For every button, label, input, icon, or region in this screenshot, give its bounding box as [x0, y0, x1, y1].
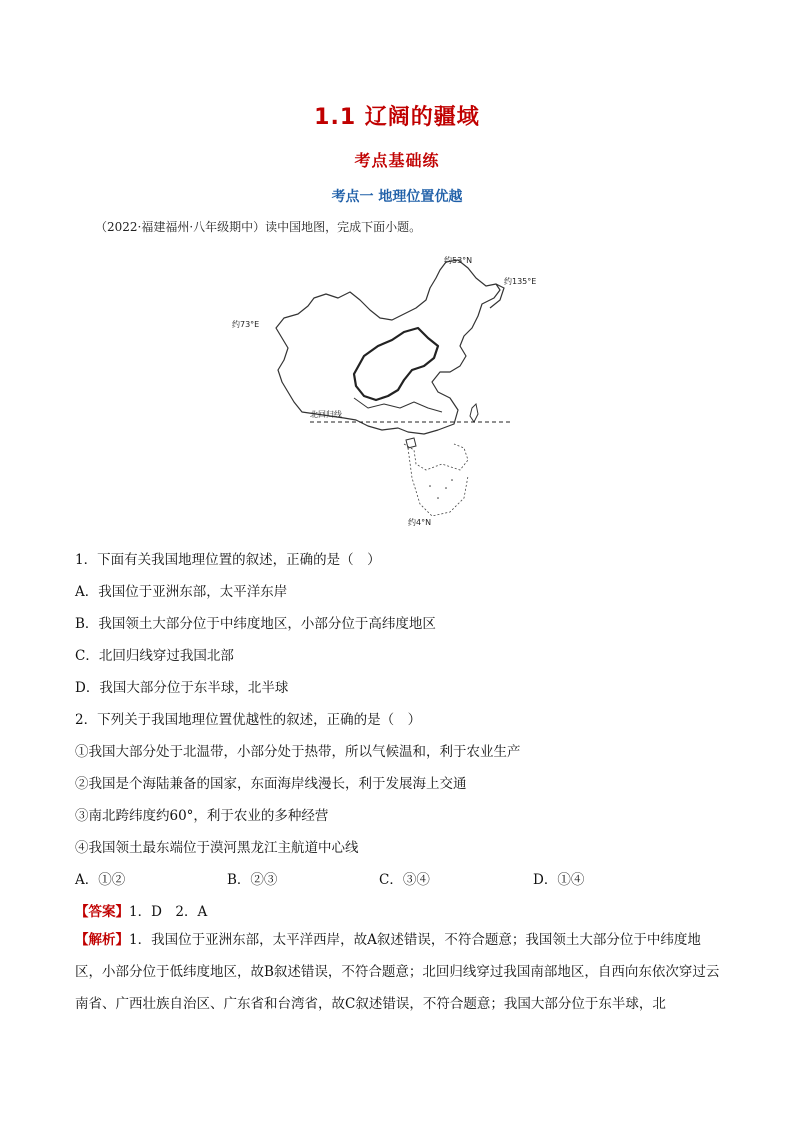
- q1-option-c: C．北回归线穿过我国北部: [75, 648, 234, 664]
- section-heading: 考点一 地理位置优越: [331, 189, 463, 205]
- map-label-south: 约4°N: [408, 518, 432, 527]
- analysis-text: 1．我国位于亚洲东部，太平洋西岸，故A叙述错误，不符合题意；我国领土大部分位于中纬度地区，小部分位于低纬度地区，故B叙述错误，不符合题意；北回归线穿过我国南部地区，自西向东依次穿过云南省、广西壮族自治区、广东省和台湾省，故C叙述错误，不符合题意；我国大部分位于东半球，北: [75, 932, 720, 1012]
- q2-statement-1: ①我国大部分处于北温带，小部分处于热带，所以气候温和，利于农业生产: [75, 744, 521, 760]
- q2-statement-2: ②我国是个海陆兼备的国家，东面海岸线漫长，利于发展海上交通: [75, 776, 467, 792]
- south-sea-area: [404, 444, 468, 470]
- analysis-paragraph: [75, 924, 725, 1020]
- china-outline-map: [228, 248, 548, 533]
- q2-option-a: A．①②: [75, 872, 126, 888]
- q2-option-b: B．②③: [227, 872, 278, 888]
- page-subtitle: 考点基础练: [354, 151, 440, 170]
- q1-stem: 1．下面有关我国地理位置的叙述，正确的是（ ）: [75, 552, 381, 568]
- page-title: 1.1 辽阔的疆域: [314, 105, 480, 130]
- analysis-tag: 【解析】: [75, 932, 129, 948]
- q1-option-a: A．我国位于亚洲东部，太平洋东岸: [75, 584, 288, 600]
- river-line: [354, 398, 442, 412]
- q2-option-c: C．③④: [379, 872, 430, 888]
- q2-stem: 2．下列关于我国地理位置优越性的叙述，正确的是（ ）: [75, 712, 422, 728]
- q1-option-d: D．我国大部分位于东半球，北半球: [75, 680, 289, 696]
- map-label-east: 约135°E: [504, 277, 537, 286]
- country-border: [276, 260, 500, 434]
- q2-statement-4: ④我国领土最东端位于漠河黑龙江主航道中心线: [75, 840, 359, 856]
- taiwan-island: [470, 404, 478, 422]
- question-intro: （2022·福建福州·八年级期中）读中国地图，完成下面小题。: [95, 220, 422, 234]
- east-coast: [490, 284, 504, 308]
- south-sea-border: [408, 448, 468, 516]
- map-label-tropic: 北回归线: [310, 410, 342, 419]
- q2-statement-3: ③南北跨纬度约60°，利于农业的多种经营: [75, 808, 329, 824]
- answer-tag: 【答案】: [75, 904, 129, 920]
- map-label-north: 约53°N: [444, 256, 473, 265]
- map-label-west: 约73°E: [232, 320, 260, 329]
- inner-boundary: [354, 328, 438, 400]
- answer-line: [75, 900, 207, 920]
- q2-option-d: D．①④: [533, 872, 585, 888]
- q1-option-b: B．我国领土大部分位于中纬度地区，小部分位于高纬度地区: [75, 616, 436, 632]
- answer-text: 1．D 2．A: [129, 904, 208, 920]
